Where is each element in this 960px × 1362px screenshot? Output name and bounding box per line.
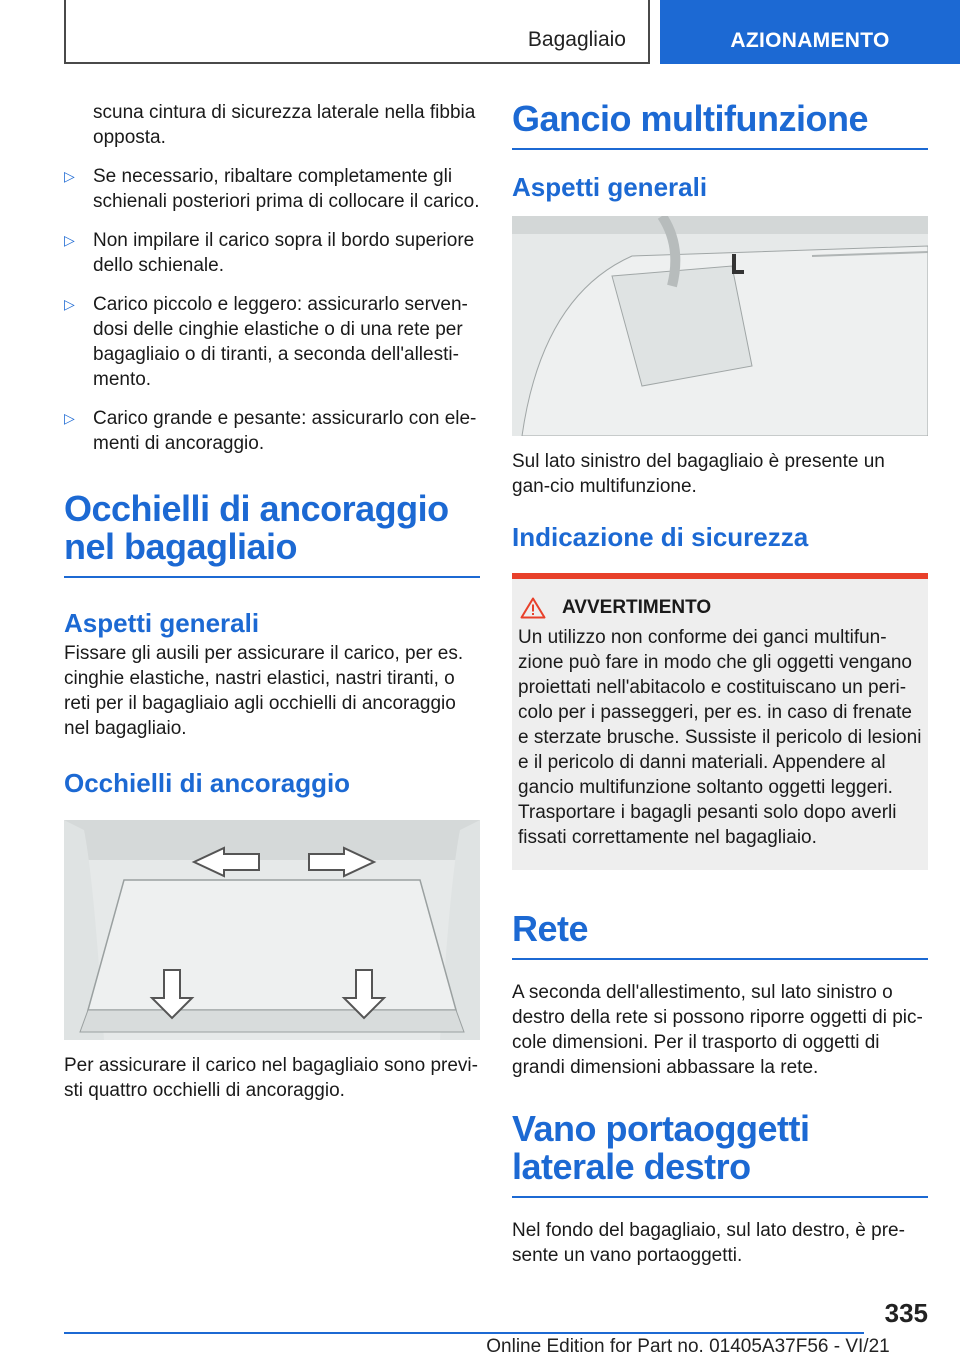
- list-item: ▷ Non impilare il carico sopra il bordo superiore dello schienale.: [64, 230, 475, 276]
- warning-icon: [520, 597, 546, 619]
- heading-storage: Vano portaoggetti laterale destro: [512, 1110, 928, 1198]
- hook-text: Sul lato sinistro del bagagliaio è presente un gan-cio multifunzione.: [512, 451, 885, 497]
- storage-text: Nel fondo del bagagliaio, sul lato destro, è pre-sente un vano portaoggetti.: [512, 1220, 905, 1266]
- triangle-bullet-icon: ▷: [64, 296, 75, 312]
- list-item: ▷ Carico grande e pesante: assicurarlo con ele-menti di ancoraggio.: [64, 408, 477, 454]
- triangle-bullet-icon: ▷: [64, 232, 75, 248]
- triangle-bullet-icon: ▷: [64, 410, 75, 426]
- heading-net: Rete: [512, 910, 928, 960]
- warning-box: [512, 579, 928, 870]
- header-chapter-tab[interactable]: AZIONAMENTO: [660, 0, 960, 64]
- net-text: A seconda dell'allestimento, sul lato sinistro o destro della rete si possono riporre oggetti di pic-cole dimensioni. Per il trasporto di oggetti di grandi dimensioni abbassare la rete.: [512, 982, 923, 1078]
- list-item: ▷ Carico piccolo e leggero: assicurarlo serven-dosi delle cinghie elastiche o di una rete per bagagliaio o di tiranti, a seconda dell'allesti-mento.: [64, 294, 468, 390]
- list-item: ▷ Se necessario, ribaltare completamente gli schienali posteriori prima di collocare il carico.: [64, 166, 480, 212]
- subheading-general: Aspetti generali: [64, 608, 260, 638]
- bullet-list: [64, 164, 480, 456]
- subheading-safety: Indicazione di sicurezza: [512, 522, 809, 552]
- subheading-anchor-eyes: Occhielli di ancoraggio: [64, 768, 351, 798]
- subheading-general-right: Aspetti generali: [512, 172, 708, 202]
- warning-title: AVVERTIMENTO: [562, 597, 712, 618]
- hook-image: [512, 216, 928, 436]
- right-column: [512, 100, 928, 1268]
- footer-edition: Online Edition for Part no. 01405A37F56 - VI/21: [486, 1336, 890, 1357]
- footer-divider: [64, 1332, 864, 1334]
- warning-text: Un utilizzo non conforme dei ganci multifun-zione può fare in modo che gli oggetti vengano proiettati nell'abitacolo e costituiscano un peri-colo per i passeggeri, per es. in caso di frenate e sterzate brusche. Sussiste il pericolo di lesioni e il pericolo di danni materiali. Appendere al gancio multifunzione soltanto oggetti leggeri. Trasportare i bagagli pesanti solo dopo averli fissati correttamente nel bagagliaio.: [518, 627, 922, 848]
- heading-anchor-eyes: Occhielli di ancoraggio nel bagagliaio: [64, 490, 480, 578]
- page-number: 335: [884, 1298, 928, 1328]
- trunk-anchor-image: [64, 820, 480, 1040]
- continued-bullet-text: scuna cintura di sicurezza laterale nella fibbia opposta.: [93, 102, 476, 148]
- triangle-bullet-icon: ▷: [64, 168, 75, 184]
- header-section: Bagagliaio: [527, 28, 626, 51]
- heading-multifunction-hook: Gancio multifunzione: [512, 100, 928, 150]
- left-column: [64, 100, 480, 1103]
- anchor-eyes-text: Per assicurare il carico nel bagagliaio sono previ-sti quattro occhielli di ancoraggio.: [64, 1055, 478, 1101]
- general-text: Fissare gli ausili per assicurare il carico, per es. cinghie elastiche, nastri elastici, nastri tiranti, o reti per il bagagliaio agli occhielli di ancoraggio nel bagagliaio.: [64, 643, 464, 739]
